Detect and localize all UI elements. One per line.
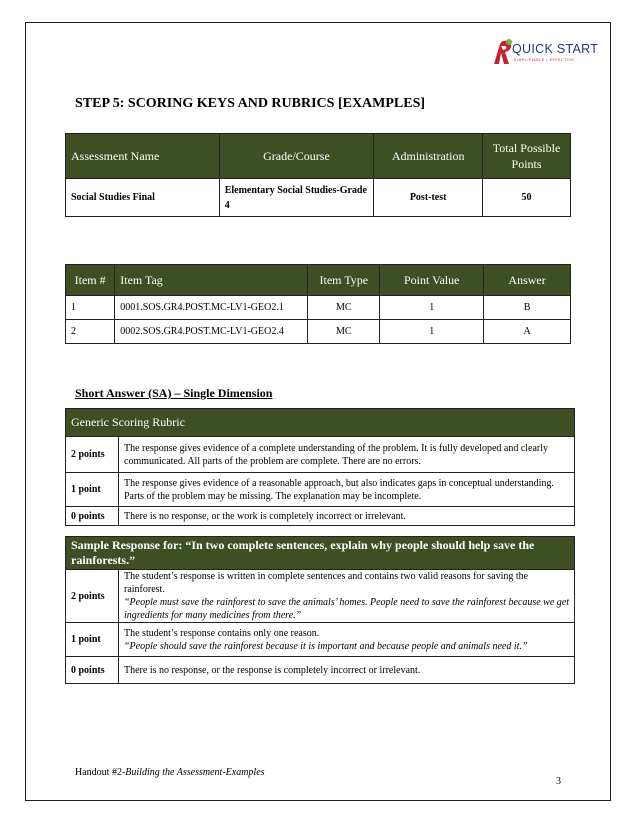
header-answer: Answer	[484, 265, 571, 296]
table-row	[66, 320, 571, 344]
rubric-sample-quote: “People must save the rainforest to save the animals’ homes. People need to save the rainforest because we get ingredients for many medicines from there.”	[124, 597, 569, 621]
assessment-name: Social Studies Final	[66, 179, 220, 217]
page-footer	[75, 767, 265, 778]
header-item-type: Item Type	[308, 265, 380, 296]
rubric-description: The response gives evidence of a complete understanding of the problem. It is fully developed and clearly communicated. All parts of the problem are complete. There are no errors.	[119, 437, 575, 473]
page-number: 3	[556, 776, 561, 787]
rubric-points: 0 points	[66, 507, 119, 526]
rubric-sample-quote: “People should save the rainforest because it is important and because people and animals need it.”	[124, 640, 528, 652]
rubric-row	[66, 570, 575, 623]
header-total-points: Total Possible Points	[483, 134, 571, 179]
page-heading: STEP 5: SCORING KEYS AND RUBRICS [EXAMPLES]	[75, 96, 426, 111]
header-administration: Administration	[374, 134, 483, 179]
short-answer-title: Short Answer (SA) – Single Dimension	[75, 386, 273, 400]
quick-start-logo-icon	[492, 38, 514, 68]
sample-rubric-table	[65, 536, 575, 684]
rubric-description: The response gives evidence of a reasonable approach, but also indicates gaps in conceptual understanding. Parts of the problem may be missing. The explanation may be incomplete.	[119, 473, 575, 507]
item-type: MC	[308, 296, 380, 320]
rubric-row	[66, 623, 575, 657]
rubric-text: The student’s response is written in complete sentences and contains two valid reasons for saving the rainforest.	[124, 571, 529, 595]
generic-rubric-table	[65, 408, 575, 526]
rubric-description	[119, 570, 575, 623]
rubric-text: The student’s response contains only one reason.	[124, 627, 320, 639]
item-tag: 0001.SOS.GR4.POST.MC-LV1-GEO2.1	[115, 296, 308, 320]
grade-course: Elementary Social Studies-Grade 4	[219, 179, 374, 217]
header-item-tag: Item Tag	[115, 265, 308, 296]
footer-title: Building the Assessment-Examples	[125, 767, 265, 778]
header-point-value: Point Value	[380, 265, 484, 296]
logo-tagline: SIMPLIFIABLE • EFFECTIVE	[514, 58, 575, 62]
header-assessment-name: Assessment Name	[66, 134, 220, 179]
rubric-points: 1 point	[66, 473, 119, 507]
rubric-row	[66, 473, 575, 507]
rubric-description: There is no response, or the response is completely incorrect or irrelevant.	[119, 657, 575, 684]
assessment-table	[65, 133, 571, 217]
rubric-description	[119, 623, 575, 657]
rubric-description: There is no response, or the work is completely incorrect or irrelevant.	[119, 507, 575, 526]
rubric-row	[66, 507, 575, 526]
items-table	[65, 264, 571, 344]
logo-wordmark: QUICK START	[512, 42, 599, 56]
rubric-points: 1 point	[66, 623, 119, 657]
rubric-points: 2 points	[66, 570, 119, 623]
logo	[492, 38, 604, 70]
table-row	[66, 296, 571, 320]
sample-rubric-caption: Sample Response for: “In two complete sentences, explain why people should help save the rainforests.”	[66, 537, 575, 570]
point-value: 1	[380, 320, 484, 344]
total-points: 50	[483, 179, 571, 217]
assessment-row	[66, 179, 571, 217]
footer-prefix: Handout #2-	[75, 767, 126, 778]
item-number: 2	[66, 320, 115, 344]
rubric-row	[66, 657, 575, 684]
rubric-points: 0 points	[66, 657, 119, 684]
header-grade-course: Grade/Course	[219, 134, 374, 179]
header-item-number: Item #	[66, 265, 115, 296]
assessment-header-row	[66, 134, 571, 179]
answer: A	[484, 320, 571, 344]
generic-rubric-caption: Generic Scoring Rubric	[66, 409, 575, 437]
rubric-points: 2 points	[66, 437, 119, 473]
item-type: MC	[308, 320, 380, 344]
point-value: 1	[380, 296, 484, 320]
items-header-row	[66, 265, 571, 296]
rubric-row	[66, 437, 575, 473]
answer: B	[484, 296, 571, 320]
administration: Post-test	[374, 179, 483, 217]
item-number: 1	[66, 296, 115, 320]
item-tag: 0002.SOS.GR4.POST.MC-LV1-GEO2.4	[115, 320, 308, 344]
